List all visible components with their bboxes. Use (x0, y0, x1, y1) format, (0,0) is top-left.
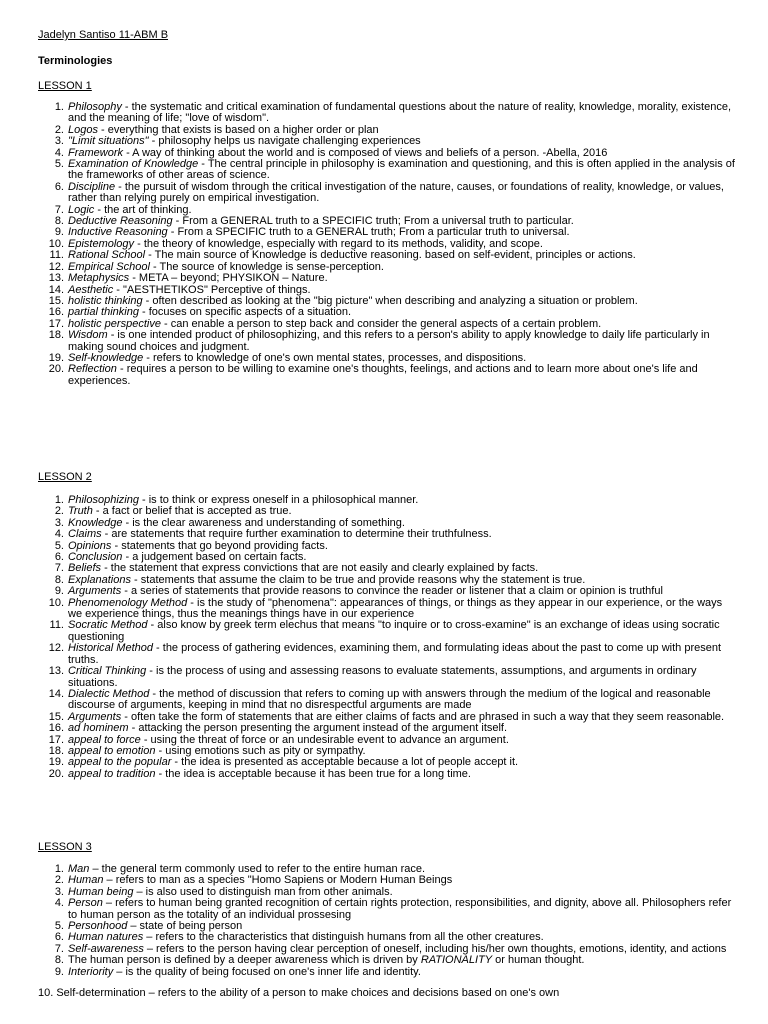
list-item (38, 102, 738, 125)
item-number: 8. (54, 954, 64, 967)
item-number: 2. (54, 123, 64, 136)
item-number: 6. (54, 551, 64, 564)
term: Knowledge (68, 516, 123, 529)
item-number: 13. (48, 665, 64, 678)
list-item (38, 689, 738, 712)
term: Framework (68, 146, 124, 159)
item-number: 1. (54, 494, 64, 506)
definition: - is the study of "phenomena": appearances of things, or things as they appear in our experience, or the ways we experience things, thus the meanings things have in our experience (68, 596, 723, 621)
term: Arguments (68, 585, 122, 598)
item-number: 3. (54, 516, 64, 529)
definition: - META – beyond; PHYSIKON – Nature. (129, 272, 328, 285)
term: Beliefs (68, 562, 102, 575)
item-number: 11. (49, 619, 64, 632)
definition: - attacking the person presenting the argument instead of the argument itself. (128, 722, 508, 735)
list-item (38, 364, 738, 387)
term: Truth (68, 505, 93, 518)
term: Rational School (68, 249, 146, 262)
term: Historical Method (68, 642, 153, 655)
term: Reflection (68, 363, 117, 376)
term: "Limit situations" (68, 135, 149, 148)
definition: - the statement that express convictions that are not easily and clearly explained by facts. (101, 562, 539, 575)
item-number: 4. (54, 528, 64, 541)
definition: - is the process of using and assessing reasons to evaluate statements, assumptions, and arguments in ordinary situations. (68, 665, 697, 689)
definition: - A way of thinking about the world and is composed of views and beliefs of a person. -Abella, 2016 (123, 146, 608, 159)
item-number: 7. (54, 942, 64, 955)
definition: - is the clear awareness and understanding of something. (122, 516, 405, 529)
definition: - The source of knowledge is sense-perception. (149, 260, 384, 273)
term: Human natures (68, 931, 144, 944)
term: Interiority (68, 965, 114, 978)
item-number: 10. (48, 596, 64, 609)
term: Self-awareness (68, 942, 144, 955)
list-item (38, 898, 738, 921)
item-number: 14. (48, 687, 64, 700)
term: appeal to emotion (68, 744, 156, 757)
item-number: 8. (54, 573, 64, 586)
definition-tail: or human thought. (492, 954, 585, 967)
term: Philosophizing (68, 494, 139, 506)
definition: - The central principle in philosophy is examination and questioning, and this is often applied in the analysis of the frameworks of other areas of science. (68, 158, 735, 182)
lesson-2-list (38, 495, 738, 780)
cut-off-text: 10. Self-determination – refers to the ability of a person to make choices and decisions based on one's own (38, 987, 560, 999)
term: Critical Thinking (68, 665, 147, 678)
item-number: 2. (54, 874, 64, 887)
lesson-3-heading: LESSON 3 (38, 841, 92, 853)
item-number: 7. (54, 203, 64, 216)
item-number: 16. (48, 306, 64, 319)
lesson-3-list (38, 864, 738, 978)
item-number: 17. (48, 733, 64, 746)
item-number: 12. (48, 642, 64, 655)
definition: - are statements that require further examination to determine their truthfulness. (101, 528, 492, 541)
item-number: 10. (48, 237, 64, 250)
item-number: 14. (48, 283, 64, 296)
term: appeal to force (68, 733, 141, 746)
definition: - requires a person to be willing to examine one's thoughts, feelings, and actions and to learn more about one's life and experiences. (68, 363, 698, 387)
definition: - the systematic and critical examination of fundamental questions about the nature of reality, knowledge, morality, existence, and the meaning of life; "love of wisdom". (68, 101, 732, 125)
item-number: 9. (54, 226, 64, 239)
definition: - often take the form of statements that are either claims of facts and are phrased in such a way that they seem reasonable. (121, 710, 725, 723)
item-number: 11. (49, 249, 64, 262)
definition: - focuses on specific aspects of a situation. (138, 306, 352, 319)
term: Conclusion (68, 551, 123, 564)
item-number: 18. (48, 329, 64, 342)
term: Opinions (68, 539, 112, 552)
term: Epistemology (68, 237, 135, 250)
term: Personhood (68, 920, 128, 933)
term: Arguments (68, 710, 122, 723)
list-item (38, 598, 738, 621)
definition: - The main source of Knowledge is deductive reasoning. based on self-evident, principles or actions. (145, 249, 636, 262)
term: Human being (68, 885, 134, 898)
item-number: 13. (48, 272, 64, 285)
item-number: 3. (54, 885, 64, 898)
definition: - the theory of knowledge, especially with regard to its methods, validity, and scope. (134, 237, 543, 250)
term: partial thinking (68, 306, 139, 319)
lesson-2-heading: LESSON 2 (38, 471, 92, 483)
term: ad hominem (68, 722, 129, 735)
definition: The human person is defined by a deeper awareness which is driven by (68, 954, 421, 967)
term: Socratic Method (68, 619, 148, 632)
item-number: 4. (54, 897, 64, 910)
term: holistic perspective (68, 317, 161, 330)
term: Wisdom (68, 329, 108, 342)
definition: - often described as looking at the "big picture" when describing and analyzing a situation or problem. (142, 294, 638, 307)
item-number: 5. (54, 539, 64, 552)
term: Metaphysics (68, 272, 130, 285)
item-number: 6. (54, 931, 64, 944)
list-item (38, 159, 738, 182)
definition: – refers to human being granted recognition of certain rights protection, responsibilities, and dignity, above all. Philosophers refer to human person as the totality of an individual prossesing (68, 897, 732, 921)
definition: - a fact or belief that is accepted as true. (92, 505, 292, 518)
definition: - also know by greek term elechus that means "to inquire or to cross-examine" is an exchange of ideas using socratic questioning (68, 619, 720, 643)
item-number: 2. (54, 505, 64, 518)
definition: - using emotions such as pity or sympathy. (155, 744, 366, 757)
item-number: 9. (54, 965, 64, 978)
item-number: 1. (54, 101, 64, 113)
definition: – is the quality of being focused on one's inner life and identity. (113, 965, 421, 978)
definition: - a judgement based on certain facts. (122, 551, 307, 564)
item-number: 20. (48, 767, 64, 780)
term: Deductive Reasoning (68, 215, 173, 228)
item-number: 8. (54, 215, 64, 228)
definition: - can enable a person to step back and consider the general aspects of a certain problem. (160, 317, 602, 330)
term: Examination of Knowledge (68, 158, 199, 171)
item-number: 6. (54, 180, 64, 193)
cut-off-line (38, 987, 738, 1000)
emphasis: RATIONALITY (420, 954, 493, 967)
list-item (38, 666, 738, 689)
item-number: 5. (54, 158, 64, 171)
item-number: 5. (54, 920, 64, 933)
item-number: 19. (48, 756, 64, 769)
definition: – state of being person (127, 920, 243, 933)
list-item (38, 620, 738, 643)
lesson-1-list (38, 102, 738, 387)
term: Human (68, 874, 104, 887)
document-title: Terminologies (38, 55, 113, 67)
term: Philosophy (68, 101, 122, 113)
item-number: 15. (48, 294, 64, 307)
definition: - From a SPECIFIC truth to a GENERAL truth; From a particular truth to universal. (167, 226, 570, 239)
definition: - the method of discussion that refers to coming up with answers through the medium of the logical and reasonable discourse of arguments, keeping in mind that no disrespectful arguments are made (68, 687, 711, 712)
term: Man (68, 863, 90, 875)
term: Logos (68, 123, 98, 136)
item-number: 19. (48, 351, 64, 364)
list-item (38, 182, 738, 205)
definition: - using the threat of force or an undesirable event to advance an argument. (140, 733, 509, 746)
term: Logic (68, 203, 95, 216)
definition: - statements that assume the claim to be true and provide reasons why the statement is true. (131, 573, 586, 586)
definition: - "AESTHETIKOS" Perceptive of things. (113, 283, 311, 296)
definition: – refers to the person having clear perception of oneself, including his/her own thoughts, emotions, identity, and actions (143, 942, 727, 955)
definition: – refers to man as a species "Homo Sapiens or Modern Human Beings (103, 874, 453, 887)
term: Claims (68, 528, 102, 541)
term: appeal to tradition (68, 767, 156, 780)
item-number: 9. (54, 585, 64, 598)
term: Self-knowledge (68, 351, 144, 364)
item-number: 7. (54, 562, 64, 575)
item-number: 4. (54, 146, 64, 159)
definition: - refers to knowledge of one's own mental states, processes, and dispositions. (143, 351, 527, 364)
definition: - a series of statements that provide reasons to convince the reader or listener that a claim or opinion is truthful (121, 585, 663, 598)
term: Inductive Reasoning (68, 226, 168, 239)
list-item (38, 643, 738, 666)
definition: - statements that go beyond providing facts. (111, 539, 328, 552)
definition: - is to think or express oneself in a philosophical manner. (138, 494, 419, 506)
definition: – is also used to distinguish man from other animals. (133, 885, 393, 898)
definition: - the idea is presented as acceptable because a lot of people accept it. (171, 756, 519, 769)
definition: – refers to the characteristics that distinguish humans from all the other creatures. (143, 931, 544, 944)
definition: - From a GENERAL truth to a SPECIFIC truth; From a universal truth to particular. (172, 215, 574, 228)
definition: - everything that exists is based on a higher order or plan (97, 123, 379, 136)
item-number: 18. (48, 744, 64, 757)
lesson-1-heading: LESSON 1 (38, 80, 92, 92)
list-item (38, 967, 738, 978)
list-item (38, 769, 738, 780)
term: Dialectic Method (68, 687, 150, 700)
definition: - the art of thinking. (94, 203, 192, 216)
item-number: 16. (48, 722, 64, 735)
list-item (38, 330, 738, 353)
term: Person (68, 897, 103, 910)
item-number: 1. (54, 863, 64, 875)
item-number: 20. (48, 363, 64, 376)
term: holistic thinking (68, 294, 143, 307)
term: Empirical School (68, 260, 150, 273)
item-number: 3. (54, 135, 64, 148)
definition: - the pursuit of wisdom through the critical investigation of the nature, causes, or foundations of reality, knowledge, or values, rather than relying purely on empirical investigation. (68, 180, 724, 205)
definition: - is one intended product of philosophizing, and this refers to a person's ability to apply knowledge to daily life particularly in making sound choices and judgment. (68, 329, 710, 353)
definition: – the general term commonly used to refer to the entire human race. (89, 863, 426, 875)
term: appeal to the popular (68, 756, 172, 769)
item-number: 17. (48, 317, 64, 330)
author-line: Jadelyn Santiso 11-ABM B (38, 29, 169, 41)
term: Explanations (68, 573, 131, 586)
term: Phenomenology Method (68, 596, 188, 609)
item-number: 15. (48, 710, 64, 723)
item-number: 12. (48, 260, 64, 273)
definition: - the process of gathering evidences, examining them, and formulating ideas about the past to come up with present truths. (68, 642, 722, 666)
term: Aesthetic (68, 283, 114, 296)
term: Discipline (68, 180, 116, 193)
definition: - philosophy helps us navigate challenging experiences (148, 135, 421, 148)
definition: - the idea is acceptable because it has been true for a long time. (155, 767, 471, 780)
